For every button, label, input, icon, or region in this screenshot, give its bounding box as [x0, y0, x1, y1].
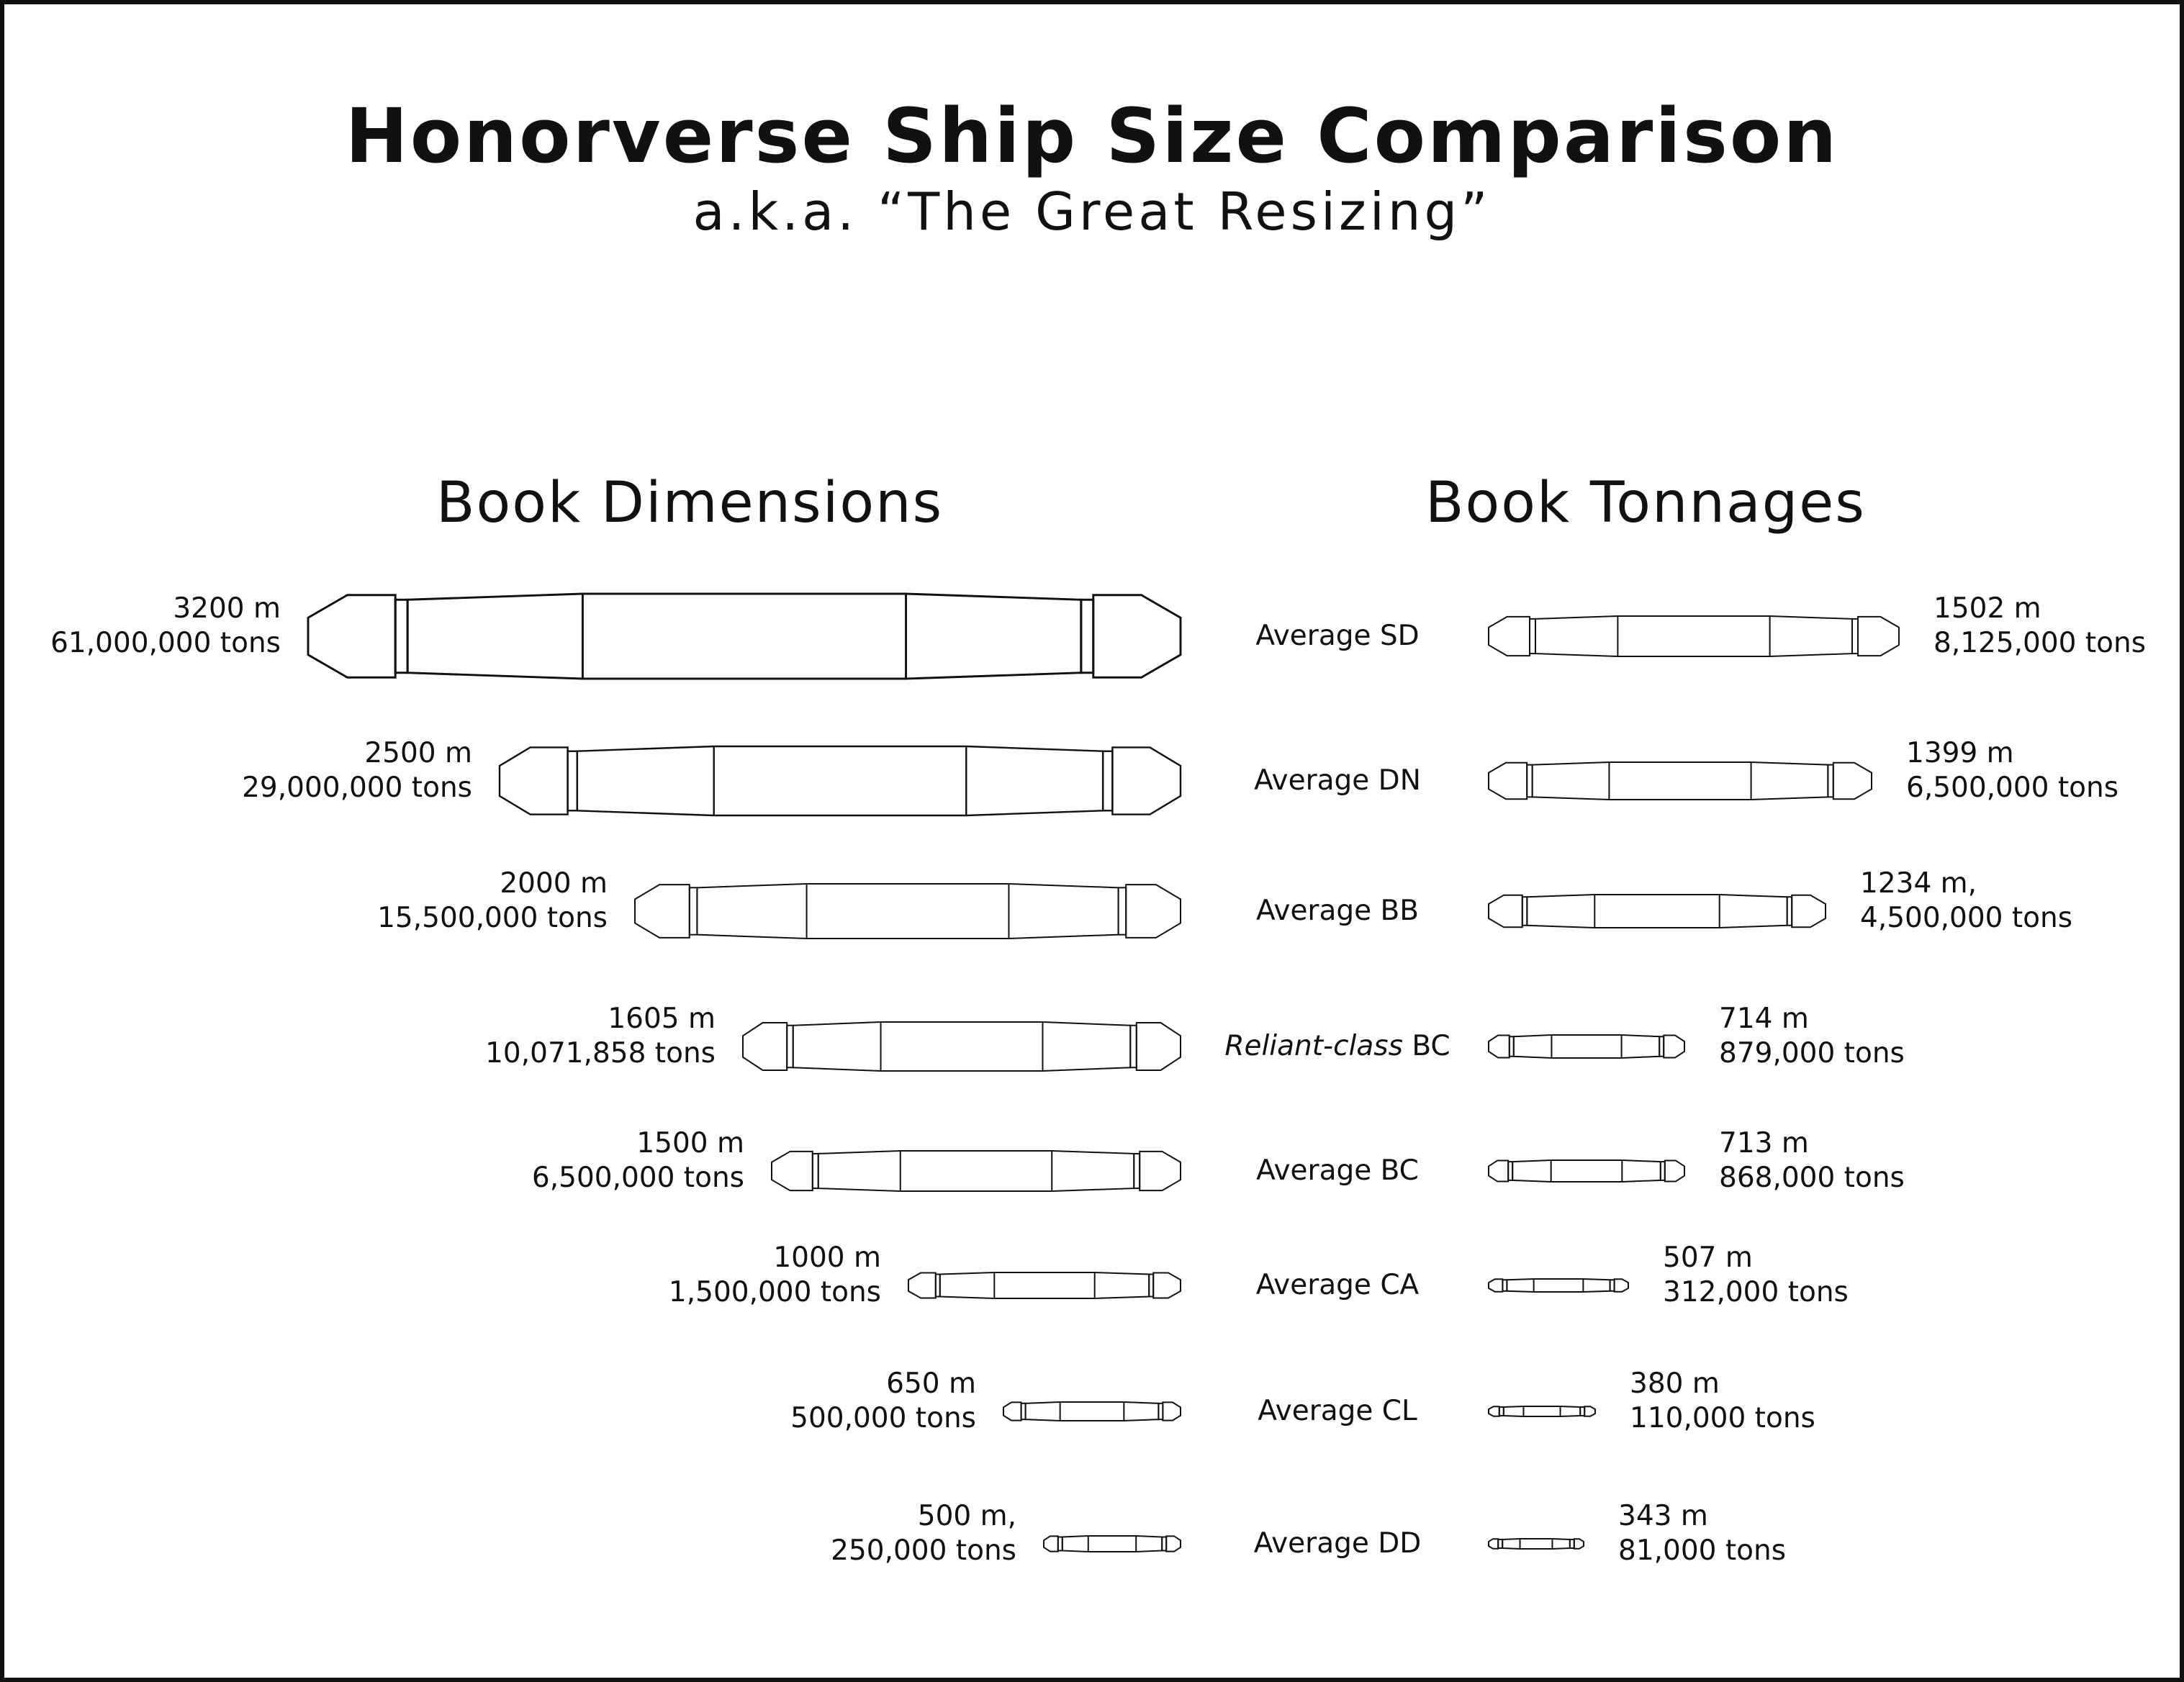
ship-class-label-5	[1193, 1154, 1481, 1188]
ship-book-tonnages-6-pod-right	[1615, 1279, 1628, 1291]
ship-book-tonnages-5-pod-left	[1489, 1160, 1508, 1181]
book-tonnages-label-4-tonnage: 879,000 tons	[1719, 1037, 1905, 1070]
book-dimensions-label-4-tonnage: 10,071,858 tons	[485, 1037, 716, 1070]
page-title: Honorverse Ship Size Comparison	[345, 92, 1839, 180]
ship-book-dimensions-5-ring-left	[813, 1154, 818, 1188]
book-tonnages-label-5-length: 713 m	[1719, 1127, 1809, 1159]
book-dimensions-label-2-length: 2500 m	[364, 737, 472, 769]
ship-book-dimensions-2-ring-left	[568, 751, 577, 811]
ship-book-tonnages-8-pod-left	[1489, 1539, 1498, 1549]
page-subtitle: a.k.a. “The Great Resizing”	[692, 181, 1492, 242]
book-dimensions-label-8-tonnage: 250,000 tons	[831, 1534, 1016, 1567]
book-tonnages-label-6-length: 507 m	[1663, 1242, 1753, 1274]
ship-class-text: Average BC	[1256, 1154, 1419, 1187]
book-dimensions-label-6-length: 1000 m	[773, 1242, 881, 1274]
ship-book-dimensions-8-hull	[1062, 1536, 1162, 1552]
column-heading-book-dimensions: Book Dimensions	[436, 471, 944, 535]
book-tonnages-label-8	[1618, 1499, 1786, 1568]
ship-book-dimensions-4-ring-right	[1130, 1026, 1137, 1067]
ship-book-tonnages-4-hull	[1514, 1035, 1659, 1058]
book-tonnages-label-2	[1906, 736, 2118, 805]
book-tonnages-label-7-tonnage: 110,000 tons	[1630, 1402, 1815, 1434]
book-tonnages-label-8-tonnage: 81,000 tons	[1618, 1534, 1787, 1567]
ship-book-dimensions-5-pod-left	[772, 1152, 813, 1190]
ship-book-tonnages-6-pod-left	[1489, 1279, 1502, 1291]
ship-book-tonnages-2-ring-right	[1828, 765, 1833, 797]
ship-book-dimensions-7-pod-left	[1003, 1402, 1021, 1420]
book-tonnages-label-7	[1630, 1367, 1815, 1436]
ship-book-dimensions-1-pod-left	[308, 595, 395, 677]
book-dimensions-label-3	[377, 867, 608, 936]
ship-book-dimensions-3-hull	[697, 884, 1118, 939]
ship-class-text: Average CL	[1258, 1395, 1417, 1427]
ship-book-dimensions-3-ring-left	[690, 887, 698, 934]
book-tonnages-label-1	[1933, 592, 2146, 661]
ship-book-tonnages-4-pod-left	[1489, 1035, 1510, 1057]
book-dimensions-label-8-length: 500 m,	[917, 1500, 1016, 1532]
ship-book-dimensions-7-hull	[1026, 1402, 1159, 1421]
ship-book-dimensions-4	[743, 1022, 1181, 1071]
ship-book-tonnages-4-pod-right	[1664, 1035, 1684, 1057]
book-dimensions-label-5-length: 1500 m	[636, 1127, 744, 1159]
ship-book-dimensions-5	[772, 1151, 1181, 1191]
ship-book-dimensions-1-ring-right	[1081, 600, 1093, 672]
book-tonnages-label-7-length: 380 m	[1630, 1367, 1720, 1400]
ship-book-tonnages-1-pod-right	[1858, 617, 1899, 656]
ship-book-dimensions-4-pod-left	[743, 1023, 787, 1070]
ship-book-dimensions-3-ring-right	[1119, 887, 1127, 934]
ship-book-dimensions-4-ring-left	[787, 1026, 793, 1067]
ship-book-tonnages-2-pod-left	[1489, 763, 1527, 799]
book-tonnages-label-3	[1860, 867, 2072, 936]
ship-book-dimensions-8-pod-left	[1044, 1536, 1058, 1551]
ship-book-dimensions-6	[908, 1272, 1181, 1298]
book-tonnages-label-6	[1663, 1241, 1849, 1310]
ship-book-tonnages-8-hull	[1502, 1539, 1570, 1549]
ship-book-dimensions-5-pod-right	[1140, 1152, 1181, 1190]
ship-book-tonnages-1-pod-left	[1489, 617, 1530, 656]
ship-book-tonnages-3	[1489, 895, 1826, 928]
book-tonnages-label-1-tonnage: 8,125,000 tons	[1933, 627, 2147, 659]
ship-class-label-3	[1193, 894, 1481, 928]
ship-class-text: Average SD	[1255, 620, 1420, 652]
ship-book-dimensions-3	[635, 884, 1181, 939]
book-tonnages-label-2-tonnage: 6,500,000 tons	[1906, 772, 2119, 804]
ship-book-dimensions-4-hull	[793, 1022, 1131, 1071]
ship-class-text: BC	[1402, 1030, 1450, 1062]
ship-book-tonnages-5	[1489, 1160, 1684, 1182]
ship-book-dimensions-7	[1003, 1402, 1181, 1421]
ship-book-dimensions-4-pod-right	[1137, 1023, 1181, 1070]
ship-book-dimensions-8-pod-right	[1166, 1536, 1181, 1551]
ship-book-tonnages-2-hull	[1533, 762, 1828, 800]
book-dimensions-label-7-length: 650 m	[886, 1367, 976, 1400]
ship-class-text: Average DN	[1254, 764, 1421, 797]
ship-book-tonnages-2-ring-left	[1527, 765, 1532, 797]
ship-book-dimensions-6-pod-left	[908, 1273, 936, 1298]
ship-book-dimensions-8	[1044, 1536, 1181, 1552]
book-dimensions-label-2	[242, 736, 472, 805]
ship-book-tonnages-2	[1489, 762, 1872, 800]
book-tonnages-label-8-length: 343 m	[1618, 1500, 1708, 1532]
ship-class-prefix: Reliant-class	[1224, 1030, 1403, 1062]
ship-book-tonnages-7	[1489, 1406, 1595, 1416]
book-tonnages-label-1-length: 1502 m	[1933, 592, 2041, 625]
ship-book-tonnages-8	[1489, 1539, 1584, 1549]
book-dimensions-label-5-tonnage: 6,500,000 tons	[531, 1162, 744, 1194]
book-dimensions-label-7-tonnage: 500,000 tons	[790, 1402, 976, 1434]
ship-book-tonnages-7-pod-right	[1584, 1406, 1595, 1416]
ship-book-tonnages-7-pod-left	[1489, 1406, 1499, 1416]
book-dimensions-label-4-length: 1605 m	[608, 1003, 716, 1035]
book-tonnages-label-4	[1719, 1002, 1905, 1071]
ship-class-text: Average BB	[1255, 895, 1420, 927]
book-dimensions-label-6	[669, 1241, 881, 1310]
ship-class-label-1	[1193, 619, 1481, 654]
ship-book-tonnages-1-ring-right	[1852, 619, 1858, 654]
ship-class-label-8	[1193, 1527, 1481, 1561]
ship-book-tonnages-3-pod-right	[1792, 895, 1826, 928]
ship-book-dimensions-6-hull	[940, 1272, 1149, 1298]
ship-book-tonnages-1-ring-left	[1530, 619, 1535, 654]
ship-book-tonnages-5-hull	[1512, 1160, 1661, 1182]
ship-book-dimensions-2-pod-left	[500, 747, 568, 814]
ship-book-tonnages-8-pod-right	[1574, 1539, 1584, 1549]
ship-book-dimensions-7-pod-right	[1163, 1402, 1181, 1420]
book-dimensions-label-8	[831, 1499, 1016, 1568]
book-tonnages-label-3-tonnage: 4,500,000 tons	[1860, 902, 2073, 934]
book-tonnages-label-3-length: 1234 m,	[1860, 867, 1977, 900]
ship-book-tonnages-7-hull	[1504, 1406, 1580, 1416]
ship-book-tonnages-3-pod-left	[1489, 895, 1522, 928]
ship-book-dimensions-2-ring-right	[1103, 751, 1112, 811]
book-tonnages-label-5	[1719, 1126, 1905, 1195]
ship-book-tonnages-6-hull	[1507, 1279, 1610, 1292]
ship-book-dimensions-1-hull	[407, 594, 1081, 679]
ship-book-dimensions-1-ring-left	[395, 600, 407, 672]
column-heading-book-tonnages: Book Tonnages	[1425, 471, 1866, 535]
ship-class-label-7	[1193, 1394, 1481, 1429]
ship-class-text: Average CA	[1255, 1269, 1420, 1301]
book-dimensions-label-1-tonnage: 61,000,000 tons	[50, 627, 281, 659]
book-tonnages-label-6-tonnage: 312,000 tons	[1663, 1276, 1849, 1308]
ship-book-dimensions-3-pod-left	[635, 885, 690, 938]
ship-class-label-4	[1193, 1029, 1481, 1064]
ship-book-dimensions-5-hull	[818, 1151, 1134, 1191]
ship-book-dimensions-2-pod-right	[1112, 747, 1181, 814]
book-dimensions-label-4	[485, 1002, 716, 1071]
ship-book-tonnages-1	[1489, 616, 1899, 656]
ship-class-label-2	[1193, 764, 1481, 798]
ship-book-dimensions-1	[308, 594, 1181, 679]
book-dimensions-label-3-tonnage: 15,500,000 tons	[377, 902, 608, 934]
ship-class-label-6	[1193, 1268, 1481, 1303]
book-tonnages-label-5-tonnage: 868,000 tons	[1719, 1162, 1905, 1194]
ship-book-dimensions-2-hull	[577, 746, 1103, 815]
book-dimensions-label-2-tonnage: 29,000,000 tons	[242, 772, 472, 804]
ship-book-tonnages-1-hull	[1535, 616, 1852, 656]
ship-book-tonnages-5-pod-right	[1665, 1160, 1684, 1181]
ship-book-dimensions-1-pod-right	[1093, 595, 1181, 677]
book-dimensions-label-1-length: 3200 m	[173, 592, 281, 625]
ship-class-text: Average DD	[1253, 1527, 1422, 1560]
book-tonnages-label-2-length: 1399 m	[1906, 737, 2014, 769]
book-dimensions-label-7	[790, 1367, 976, 1436]
ship-book-tonnages-4	[1489, 1035, 1684, 1058]
book-dimensions-label-6-tonnage: 1,500,000 tons	[668, 1276, 881, 1308]
ship-book-tonnages-6	[1489, 1279, 1628, 1292]
book-dimensions-label-5	[532, 1126, 744, 1195]
ship-book-dimensions-3-pod-right	[1126, 885, 1181, 938]
ship-book-dimensions-2	[500, 746, 1181, 815]
ship-book-tonnages-2-pod-right	[1833, 763, 1872, 799]
book-dimensions-label-3-length: 2000 m	[500, 867, 608, 900]
ship-book-tonnages-3-hull	[1527, 895, 1787, 928]
ship-book-dimensions-6-pod-right	[1153, 1273, 1181, 1298]
book-dimensions-label-1	[50, 592, 281, 661]
book-tonnages-label-4-length: 714 m	[1719, 1003, 1809, 1035]
ship-book-dimensions-5-ring-right	[1134, 1154, 1140, 1188]
